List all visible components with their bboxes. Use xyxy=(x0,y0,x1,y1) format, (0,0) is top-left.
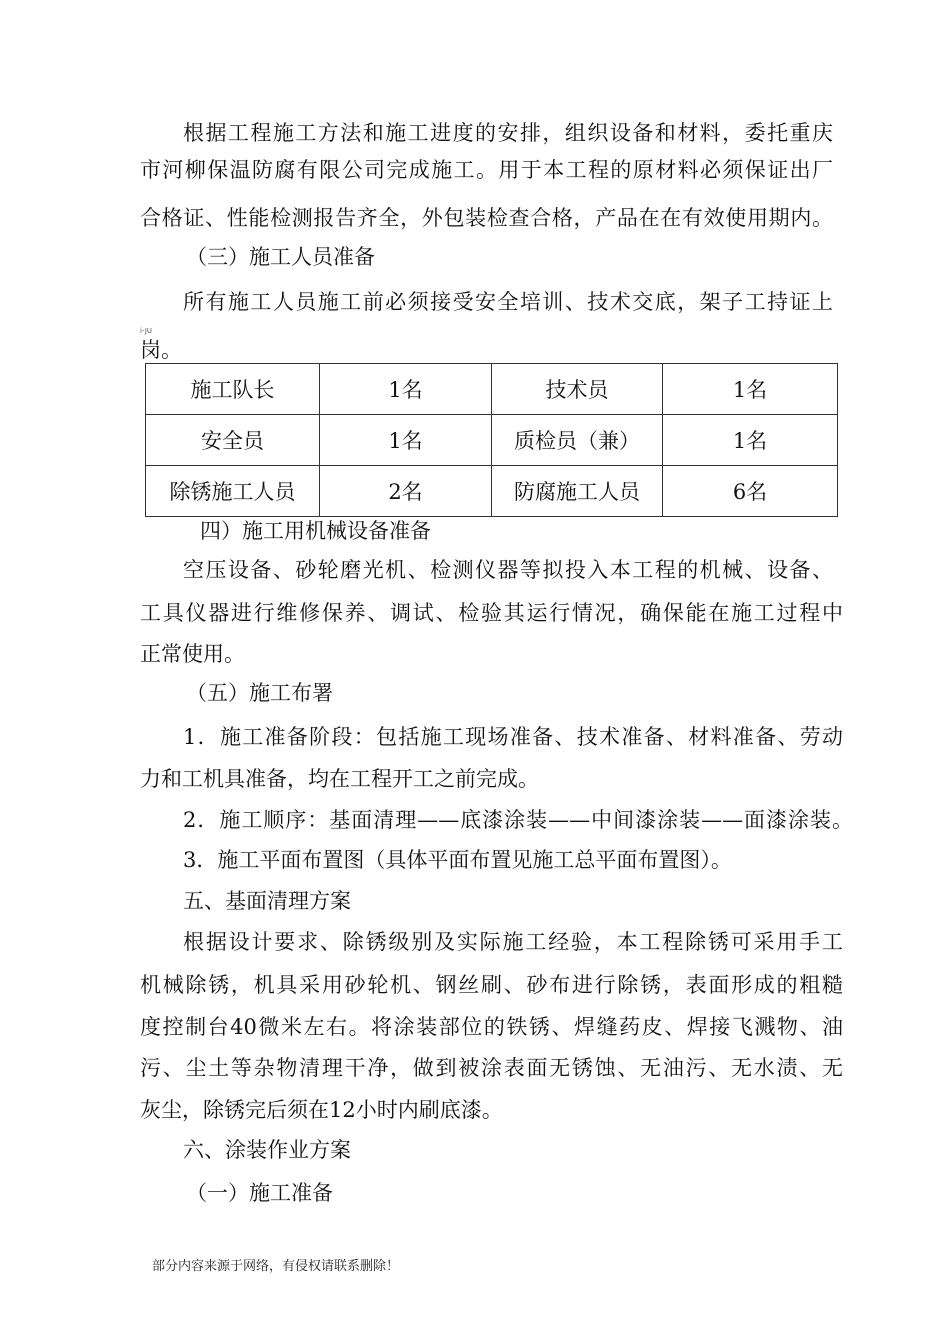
para1-line3: 合格证、性能检测报告齐全，外包装检查合格，产品在在有效使用期内。 xyxy=(140,206,833,230)
table-cell: 施工队长 xyxy=(146,364,320,415)
heading-personnel-prep: （三）施工人员准备 xyxy=(186,245,375,269)
table-cell: 质检员（兼） xyxy=(492,415,663,466)
item1-line2: 力和工机具准备，均在工程开工之前完成。 xyxy=(140,767,539,791)
para3-line2: 工具仪器进行维修保养、调试、检验其运行情况，确保能在施工过程中 xyxy=(140,601,843,625)
item3: 3．施工平面布置图（具体平面布置见施工总平面布置图）。 xyxy=(183,848,732,872)
para4-line2: 机械除锈，机具采用砂轮机、钢丝刷、砂布进行除锈，表面形成的粗糙 xyxy=(140,973,843,997)
para4-line1: 根据设计要求、除锈级别及实际施工经验，本工程除锈可采用手工 xyxy=(183,930,843,954)
table-cell: 防腐施工人员 xyxy=(492,466,663,517)
table-cell: 技术员 xyxy=(492,364,663,415)
para3-line1: 空压设备、砂轮磨光机、检测仪器等拟投入本工程的机械、设备、 xyxy=(183,558,833,582)
para1-line2: 市河柳保温防腐有限公司完成施工。用于本工程的原材料必须保证出厂 xyxy=(140,158,833,182)
para4-line5: 灰尘，除锈完后须在12小时内刷底漆。 xyxy=(140,1098,503,1122)
section-heading-5: 五、基面清理方案 xyxy=(183,889,351,913)
table-cell: 除锈施工人员 xyxy=(146,466,320,517)
section-heading-6: 六、涂装作业方案 xyxy=(183,1138,351,1162)
para2-line1: 所有施工人员施工前必须接受安全培训、技术交底，架子工持证上 xyxy=(183,290,833,314)
table-row xyxy=(146,415,838,466)
table-row xyxy=(146,364,838,415)
heading-equipment-prep: 四）施工用机械设备准备 xyxy=(200,519,431,543)
footer-disclaimer: 部分内容来源于网络，有侵权请联系删除！ xyxy=(152,1259,400,1274)
table-cell: 6名 xyxy=(663,466,838,517)
para4-line4: 污、尘土等杂物清理干净，做到被涂表面无锈蚀、无油污、无水渍、无 xyxy=(140,1056,843,1080)
table-cell: 2名 xyxy=(320,466,492,517)
table-row xyxy=(146,466,838,517)
heading-construction-deployment: （五）施工布署 xyxy=(186,681,333,705)
scan-artifact-mark: i-JU xyxy=(140,327,153,335)
para4-line3: 度控制台40微米左右。将涂装部位的铁锈、焊缝药皮、焊接飞溅物、油 xyxy=(140,1015,843,1039)
item2: 2．施工顺序：基面清理——底漆涂装——中间漆涂装——面漆涂装。 xyxy=(183,808,853,832)
heading-construction-prep: （一）施工准备 xyxy=(186,1181,333,1205)
item1-line1: 1．施工准备阶段：包括施工现场准备、技术准备、材料准备、劳动 xyxy=(183,725,843,749)
table-cell: 1名 xyxy=(320,415,492,466)
table-cell: 安全员 xyxy=(146,415,320,466)
para3-line3: 正常使用。 xyxy=(140,642,245,666)
para2-line2: 岗。 xyxy=(140,338,182,362)
table-cell: 1名 xyxy=(663,364,838,415)
staff-table xyxy=(145,363,838,517)
table-cell: 1名 xyxy=(663,415,838,466)
para1-line1: 根据工程施工方法和施工进度的安排，组织设备和材料，委托重庆 xyxy=(183,121,833,145)
table-cell: 1名 xyxy=(320,364,492,415)
